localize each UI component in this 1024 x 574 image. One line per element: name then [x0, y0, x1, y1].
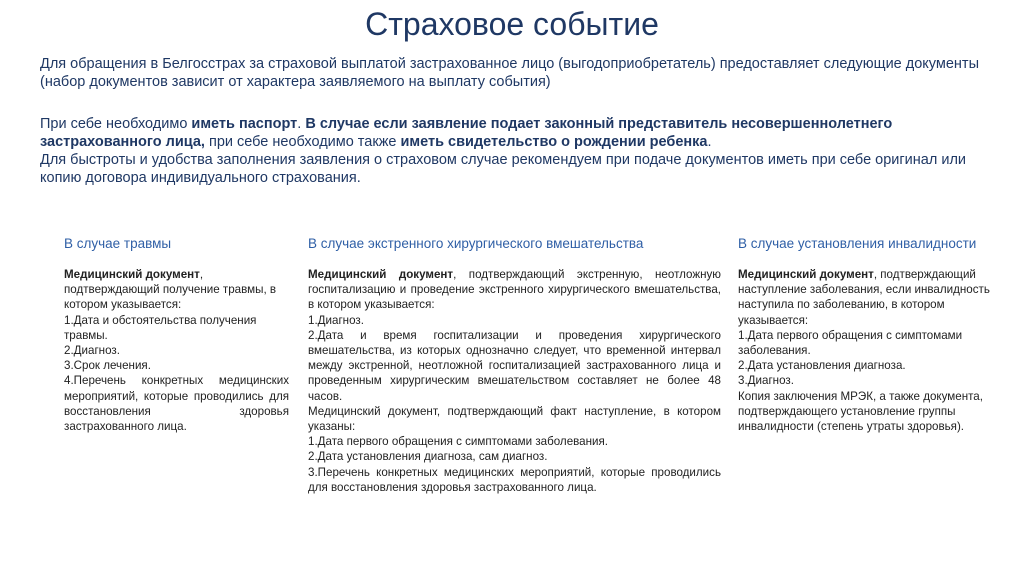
- list-item: 1.Дата первого обращения с симптомами заболевания.: [308, 435, 608, 449]
- list-item: 1.Дата первого обращения с симптомами заболевания.: [738, 328, 963, 358]
- doc-title: Медицинский документ: [308, 268, 454, 281]
- req-text: .: [707, 134, 712, 150]
- intro-paragraph: Для обращения в Белгосстрах за страховой выплатой застрахованное лицо (выгодоприобретатель) предоставляет следующие документы (набор документов зависит от характера заявляемого на выплату события): [40, 56, 979, 90]
- list-item: 2.Дата и время госпитализации и проведения хирургического вмешательства, из которых однозначно следует, что временной интервал между экстренной, неотложной госпитализацией застрахованного лица и проведенным хирургическим вмешательством составляет не более 48 часов.: [308, 328, 721, 403]
- requirements-paragraph-1: [40, 115, 980, 151]
- list-item: 3.Диагноз.: [738, 374, 794, 388]
- column-disability: [738, 236, 1003, 434]
- list-item: 4.Перечень конкретных медицинских мероприятий, которые проводились для восстановления здоровья застрахованного лица.: [64, 374, 289, 434]
- column-heading: В случае травмы: [64, 236, 172, 251]
- column-surgery: [308, 236, 721, 495]
- req-text: При себе необходимо: [40, 116, 192, 132]
- list-item: Медицинский документ, подтверждающий факт наступление, в котором указаны:: [308, 404, 721, 434]
- doc-rest: , подтверждающий экстренную, неотложную госпитализацию и проведение экстренного хирургического вмешательства, в котором указывается:: [308, 268, 721, 312]
- req-text: при себе необходимо также: [204, 134, 401, 150]
- list-item: 2.Дата установления диагноза, сам диагноз.: [308, 450, 548, 464]
- page-title: Страховое событие: [365, 6, 659, 42]
- column-body: [738, 267, 1003, 434]
- req-representative: В случае если заявление подает законный представитель несовершеннолетнего застрахованного лица,: [40, 116, 893, 150]
- column-body: [308, 267, 721, 495]
- list-item: 2.Дата установления диагноза.: [738, 359, 906, 373]
- column-heading: В случае установления инвалидности: [738, 236, 977, 251]
- doc-title: Медицинский документ: [738, 268, 874, 281]
- list-item: 2.Диагноз.: [64, 344, 120, 358]
- list-item: 3.Перечень конкретных медицинских мероприятий, которые проводились для восстановления здоровья застрахованного лица.: [308, 465, 721, 494]
- column-injury: [64, 236, 289, 434]
- requirements-block: [40, 115, 980, 187]
- req-text: .: [297, 116, 306, 132]
- list-item: Копия заключения МРЭК, а также документа, подтверждающего установление группы инвалидности (степень утраты здоровья).: [738, 389, 983, 434]
- doc-title: Медицинский документ: [64, 268, 200, 281]
- req-birth-certificate: иметь свидетельство о рождении ребенка: [400, 134, 708, 150]
- doc-description: [308, 267, 721, 313]
- doc-rest: , подтверждающий наступление заболевания, если инвалидность наступила по заболеванию, в котором указывается:: [738, 268, 990, 327]
- requirements-paragraph-2: Для быстроты и удобства заполнения заявления о страховом случае рекомендуем при подаче документов иметь при себе оригинал или копию договора индивидуального страхования.: [40, 152, 967, 186]
- column-heading: В случае экстренного хирургического вмешательства: [308, 236, 644, 251]
- doc-description: [738, 267, 1003, 328]
- list-item: 3.Срок лечения.: [64, 359, 151, 373]
- column-body: [64, 267, 289, 434]
- list-item: 1.Дата и обстоятельства получения травмы.: [64, 313, 257, 342]
- list-item: 1.Диагноз.: [308, 313, 364, 327]
- doc-description: [64, 267, 289, 313]
- doc-rest: , подтверждающий получение травмы, в котором указывается:: [64, 268, 277, 312]
- req-passport: иметь паспорт: [191, 116, 298, 132]
